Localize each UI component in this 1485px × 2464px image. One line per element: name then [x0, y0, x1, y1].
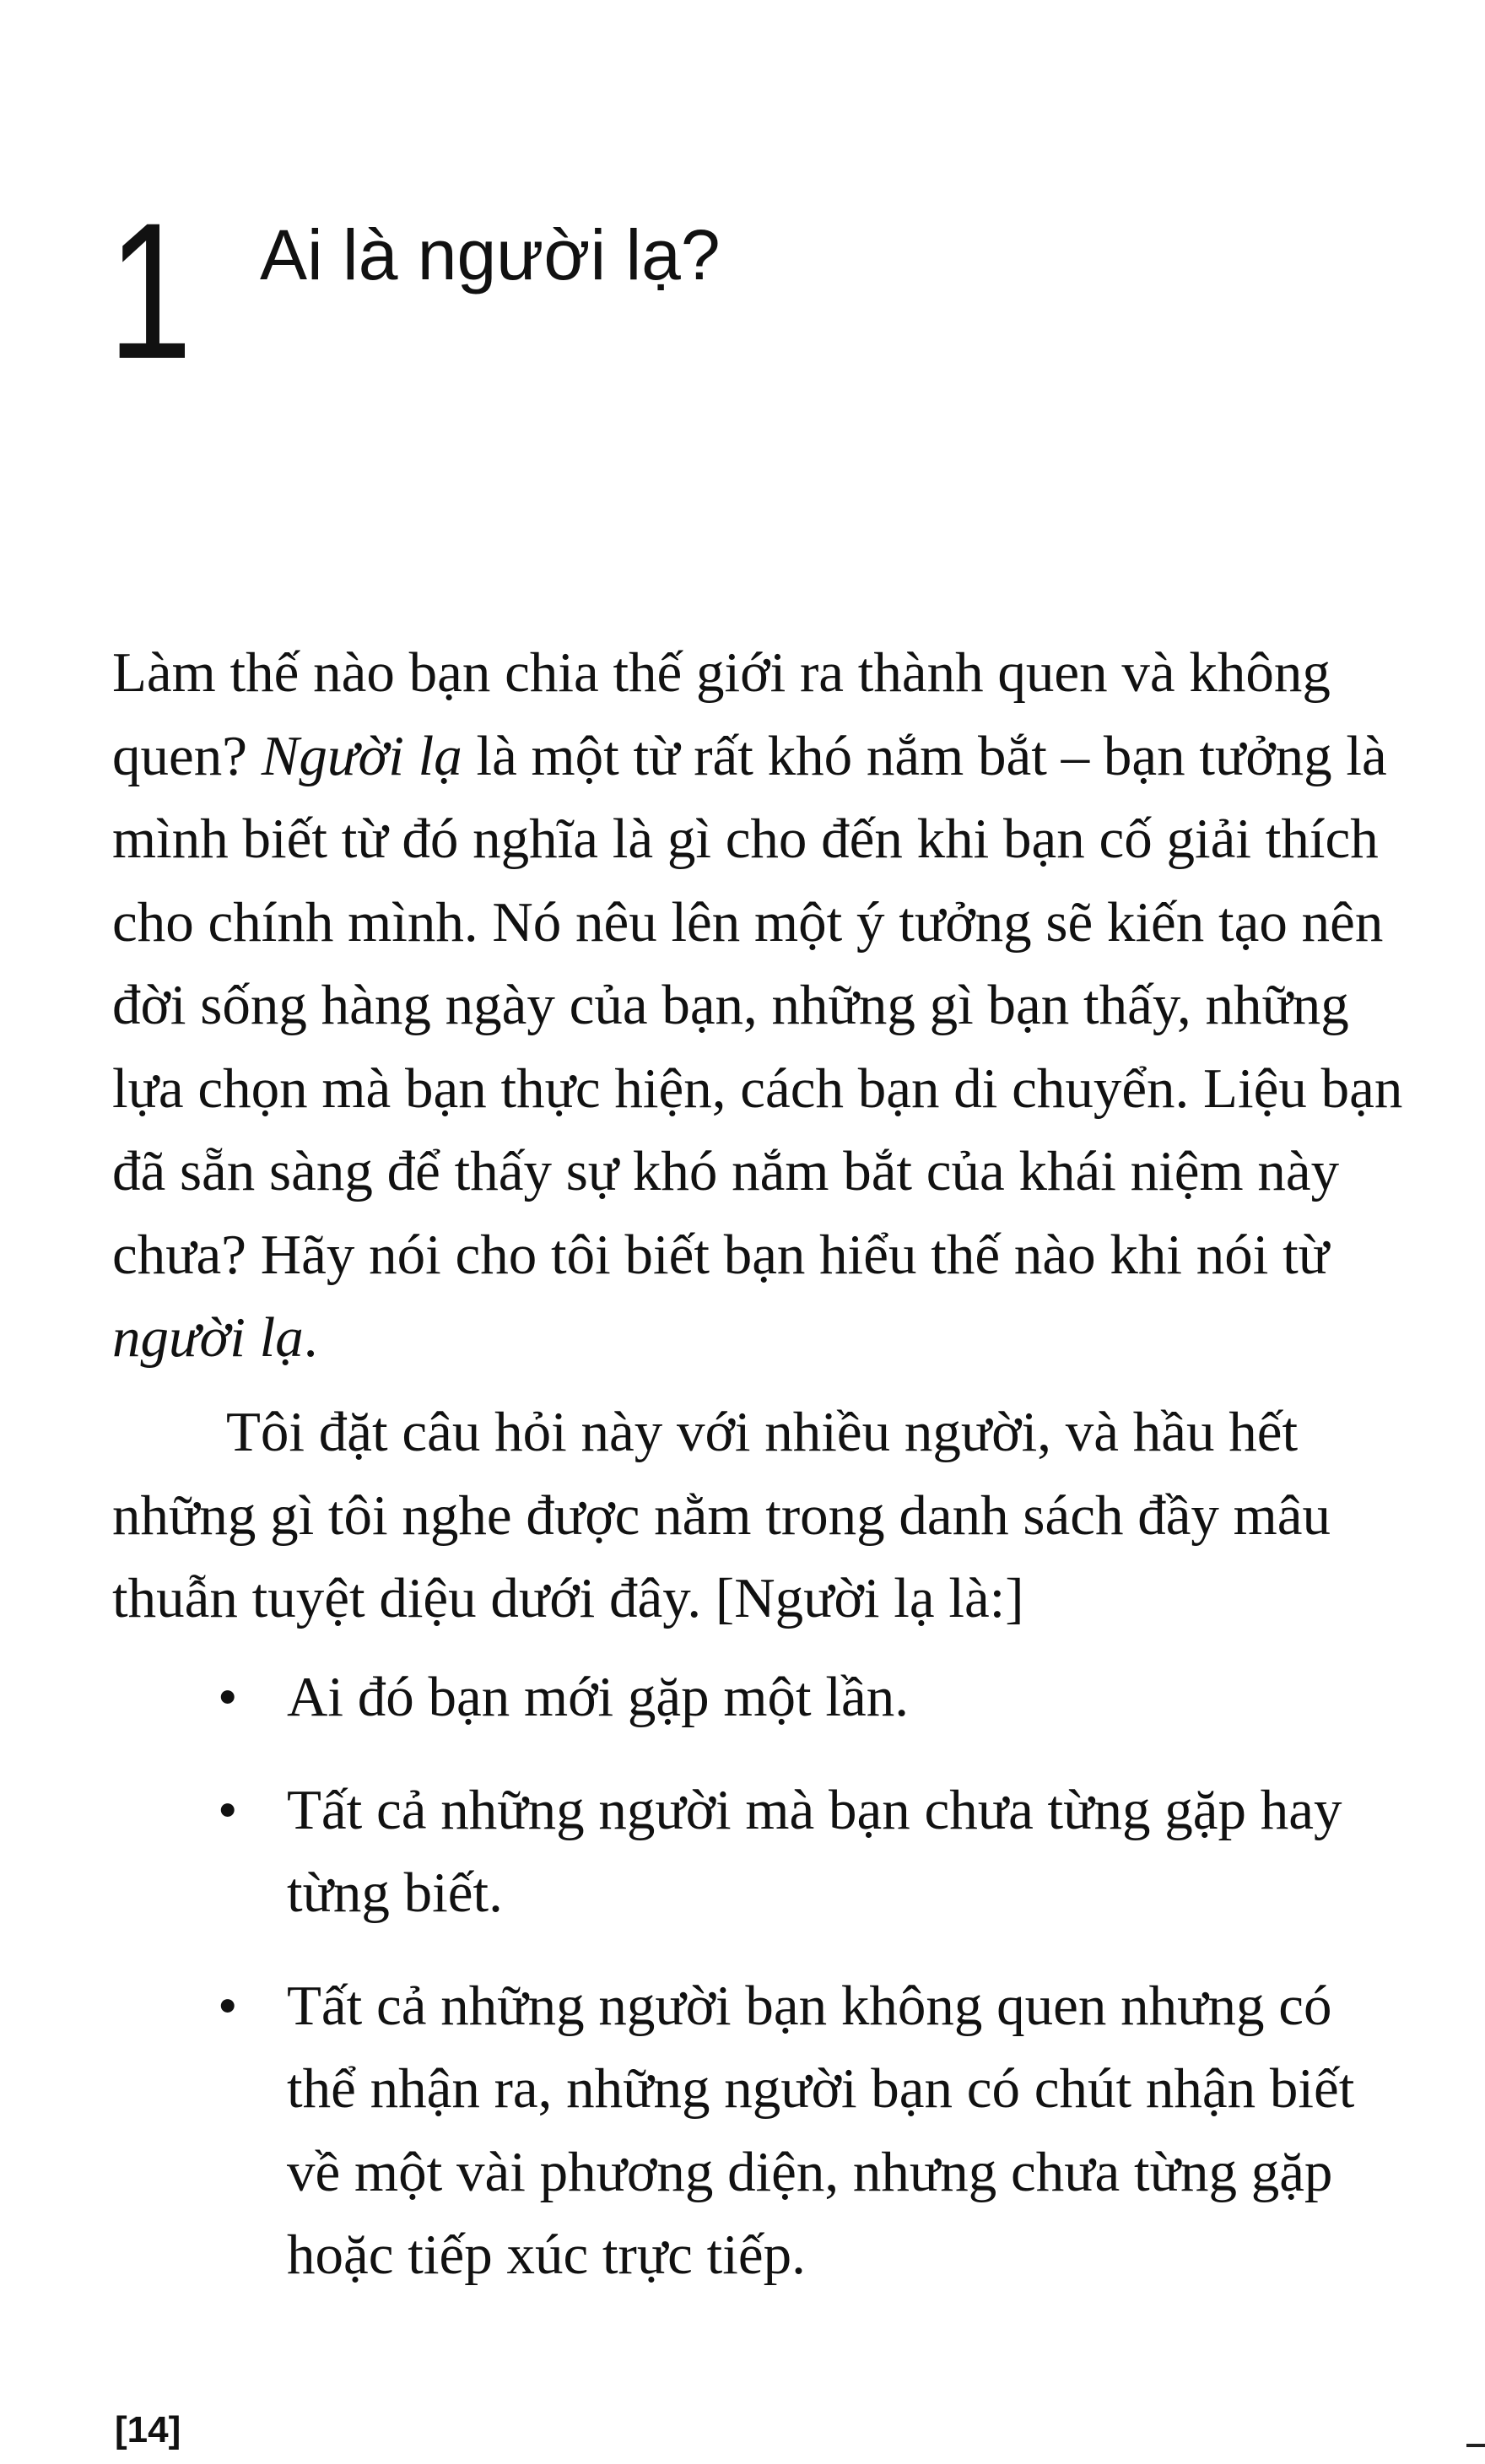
bullet-icon: • — [218, 1974, 238, 2037]
paragraph-intro-text-3: . — [303, 1306, 318, 1369]
list-item — [218, 1964, 1409, 2297]
paragraph-survey: Tôi đặt câu hỏi này với nhiều người, và hầu hết những gì tôi nghe được nằm trong danh sách đầy mâu thuẫn tuyệt diệu dưới đây. [Người lạ là:] — [112, 1401, 1331, 1629]
list-item-text: Tất cả những người bạn không quen nhưng có thể nhận ra, những người bạn có chút nhận biết về một vài phương diện, nhưng chưa từng gặp hoặc tiếp xúc trực tiếp. — [287, 1974, 1355, 2286]
paragraph-intro-text-1: Làm thế nào bạn chia thế giới ra thành quen và không quen? — [112, 641, 1331, 787]
list-item-text: Tất cả những người mà bạn chưa từng gặp hay từng biết. — [287, 1778, 1342, 1924]
paragraph-intro — [112, 631, 1428, 1380]
list-item — [218, 1769, 1409, 1935]
paragraph-intro-text-2: là một từ rất khó nắm bắt – bạn tưởng là mình biết từ đó nghĩa là gì cho đến khi bạn cố giải thích cho chính mình. Nó nêu lên một ý tưởng sẽ kiến tạo nên đời sống hàng ngày của bạn, những gì bạn thấy, những lựa chọn mà bạn thực hiện, cách bạn di chuyển. Liệu bạn đã sẵn sàng để thấy sự khó nắm bắt của khái niệm này chưa? Hãy nói cho tôi biết bạn hiểu thế nào khi nói từ — [112, 724, 1403, 1286]
definition-list — [218, 1656, 1409, 2326]
chapter-title: Ai là người lạ? — [260, 215, 721, 294]
bullet-icon: • — [218, 1778, 238, 1841]
page-number: [14] — [115, 2409, 181, 2450]
bullet-icon: • — [218, 1666, 238, 1728]
list-item — [218, 1656, 1409, 1739]
page-edge-mark — [1466, 2444, 1485, 2447]
list-item-text: Ai đó bạn mới gặp một lần. — [287, 1666, 909, 1728]
term-stranger-italic-2: người lạ — [112, 1306, 304, 1369]
chapter-number: 1 — [108, 182, 192, 399]
term-stranger-italic: Người lạ — [261, 724, 462, 787]
